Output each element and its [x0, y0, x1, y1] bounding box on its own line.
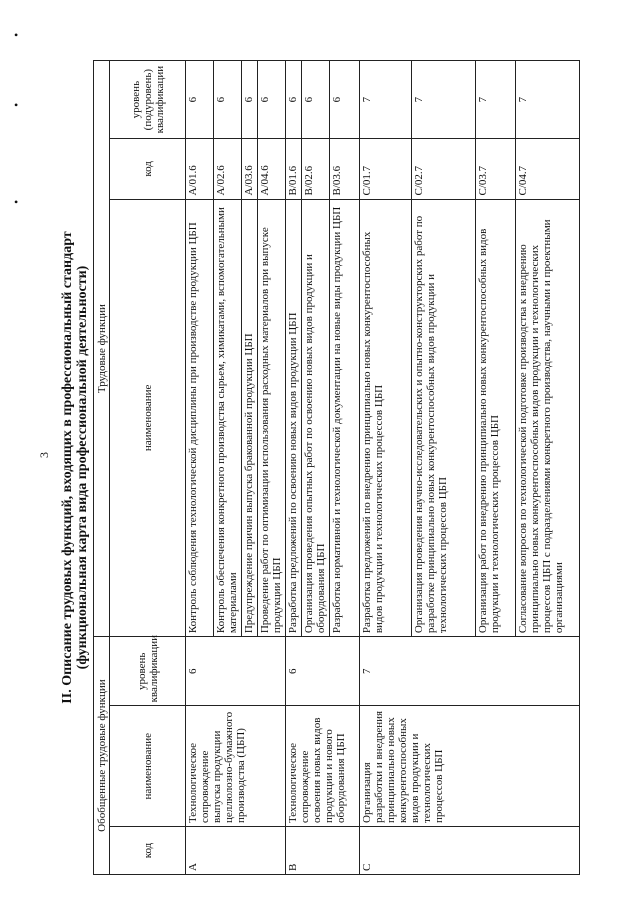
- function-level: 6: [286, 61, 302, 139]
- function-level: 6: [330, 61, 360, 139]
- group-level: 7: [360, 637, 580, 706]
- rotated-page: [60, 60, 582, 875]
- table-row: [286, 61, 302, 875]
- scan-mark: •: [14, 195, 19, 209]
- header-level: уровень квалификации: [110, 637, 186, 706]
- header-sub-level: уровень (подуровень) квалификации: [110, 61, 186, 139]
- function-code: C/01.7: [360, 139, 412, 199]
- function-code: A/02.6: [214, 139, 242, 199]
- function-name: Проведение работ по оптимизации использования расходных материалов при выпуске продукции ЦБП: [258, 199, 286, 637]
- function-name: Разработка предложений по освоению новых видов продукции ЦБП: [286, 199, 302, 637]
- group-code: B: [286, 827, 360, 875]
- function-level: 7: [476, 61, 516, 139]
- group-name: Технологическое сопровождение освоения новых видов продукции и нового оборудования ЦБП: [286, 706, 360, 827]
- group-code: A: [186, 827, 286, 875]
- function-code: A/01.6: [186, 139, 214, 199]
- function-name: Разработка предложений по внедрению принципиально новых конкурентоспособных видов продукции и технологических процессов ЦБП: [360, 199, 412, 637]
- function-level: 6: [258, 61, 286, 139]
- scan-mark: •: [14, 98, 19, 112]
- function-code: B/02.6: [302, 139, 330, 199]
- header-name: наименование: [110, 706, 186, 827]
- function-name: Организация работ по внедрению принципиально новых конкурентоспособных видов продукции и технологических процессов ЦБП: [476, 199, 516, 637]
- function-level: 6: [214, 61, 242, 139]
- group-level: 6: [186, 637, 286, 706]
- header-labor-functions: Трудовые функции: [94, 61, 110, 637]
- function-name: Предупреждение причин выпуска бракованной продукции ЦБП: [242, 199, 258, 637]
- page-number: 3: [37, 452, 51, 458]
- function-code: A/03.6: [242, 139, 258, 199]
- title-line-2: (функциональная карта вида профессиональной деятельности): [75, 265, 90, 670]
- function-level: 7: [412, 61, 476, 139]
- function-code: C/04.7: [516, 139, 580, 199]
- function-code: B/03.6: [330, 139, 360, 199]
- function-name: Согласование вопросов по технологической подготовке производства к внедрению принципиально новых конкурентоспособных видов продукции и технологических процессов ЦБП с подразделениями конкретного производства, научными и проектными организациями: [516, 199, 580, 637]
- header-generalized-functions: Обобщенные трудовые функции: [94, 637, 110, 875]
- scan-mark: •: [14, 28, 19, 42]
- function-level: 7: [360, 61, 412, 139]
- function-code: B/01.6: [286, 139, 302, 199]
- function-code: C/03.7: [476, 139, 516, 199]
- function-name: Организация проведения опытных работ по освоению новых видов продукции и оборудования ЦБП: [302, 199, 330, 637]
- function-level: 6: [302, 61, 330, 139]
- function-level: 7: [516, 61, 580, 139]
- table-row: [186, 61, 214, 875]
- header-function-name: наименование: [110, 199, 186, 637]
- group-name: Технологическое сопровождение выпуска продукции целлюлозно-бумажного производства (ЦБП): [186, 706, 286, 827]
- function-name: Организация проведения научно-исследовательских и опытно-конструкторских работ по разработке принципиально новых конкурентоспособных видов продукции и технологических процессов ЦБП: [412, 199, 476, 637]
- function-level: 6: [186, 61, 214, 139]
- title-line-1: II. Описание трудовых функций, входящих в профессиональный стандарт: [60, 231, 75, 704]
- group-level: 6: [286, 637, 360, 706]
- group-name: Организация разработки и внедрения принципиально новых конкурентоспособных видов продукции и технологических процессов ЦБП: [360, 706, 580, 827]
- function-code: C/02.7: [412, 139, 476, 199]
- section-title: [60, 60, 90, 875]
- group-code: C: [360, 827, 580, 875]
- function-level: 6: [242, 61, 258, 139]
- function-name: Разработка нормативной и технологической документации на новые виды продукции ЦБП: [330, 199, 360, 637]
- table-row: [360, 61, 412, 875]
- function-name: Контроль обеспечения конкретного производства сырьем, химикатами, вспомогательными материалами: [214, 199, 242, 637]
- functional-map-table: [93, 60, 580, 875]
- function-name: Контроль соблюдения технологической дисциплины при производстве продукции ЦБП: [186, 199, 214, 637]
- header-code: код: [110, 827, 186, 875]
- header-function-code: код: [110, 139, 186, 199]
- function-code: A/04.6: [258, 139, 286, 199]
